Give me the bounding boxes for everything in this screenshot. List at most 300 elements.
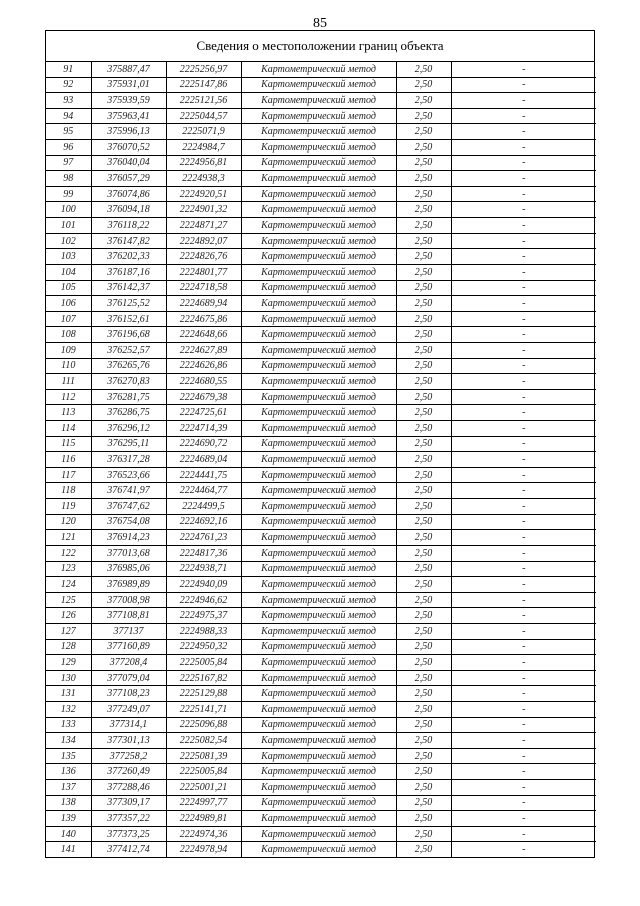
description-cell: - bbox=[451, 499, 596, 515]
y-coordinate-cell: 2224648,66 bbox=[166, 327, 241, 343]
y-coordinate-cell: 2224920,51 bbox=[166, 186, 241, 202]
table-row bbox=[46, 77, 596, 93]
point-number-cell: 126 bbox=[46, 608, 91, 624]
y-coordinate-cell: 2224901,32 bbox=[166, 202, 241, 218]
x-coordinate-cell: 375939,59 bbox=[91, 93, 166, 109]
description-cell: - bbox=[451, 452, 596, 468]
method-cell: Картометрический метод bbox=[241, 842, 396, 857]
table-row bbox=[46, 811, 596, 827]
page-number: 85 bbox=[313, 16, 327, 31]
method-cell: Картометрический метод bbox=[241, 748, 396, 764]
method-cell: Картометрический метод bbox=[241, 795, 396, 811]
accuracy-cell: 2,50 bbox=[396, 561, 451, 577]
point-number-cell: 133 bbox=[46, 717, 91, 733]
table-row bbox=[46, 374, 596, 390]
table-row bbox=[46, 577, 596, 593]
description-cell: - bbox=[451, 514, 596, 530]
accuracy-cell: 2,50 bbox=[396, 514, 451, 530]
accuracy-cell: 2,50 bbox=[396, 62, 451, 77]
y-coordinate-cell: 2224950,32 bbox=[166, 639, 241, 655]
x-coordinate-cell: 376094,18 bbox=[91, 202, 166, 218]
method-cell: Картометрический метод bbox=[241, 436, 396, 452]
accuracy-cell: 2,50 bbox=[396, 264, 451, 280]
table-row bbox=[46, 499, 596, 515]
x-coordinate-cell: 377013,68 bbox=[91, 545, 166, 561]
description-cell: - bbox=[451, 171, 596, 187]
method-cell: Картометрический метод bbox=[241, 93, 396, 109]
x-coordinate-cell: 376142,37 bbox=[91, 280, 166, 296]
method-cell: Картометрический метод bbox=[241, 421, 396, 437]
description-cell: - bbox=[451, 780, 596, 796]
description-cell: - bbox=[451, 623, 596, 639]
y-coordinate-cell: 2224997,77 bbox=[166, 795, 241, 811]
method-cell: Картометрический метод bbox=[241, 701, 396, 717]
point-number-cell: 113 bbox=[46, 405, 91, 421]
y-coordinate-cell: 2225071,9 bbox=[166, 124, 241, 140]
description-cell: - bbox=[451, 717, 596, 733]
boundary-coordinates-table bbox=[46, 62, 596, 857]
table-row bbox=[46, 93, 596, 109]
y-coordinate-cell: 2224801,77 bbox=[166, 264, 241, 280]
x-coordinate-cell: 376741,97 bbox=[91, 483, 166, 499]
table-row bbox=[46, 342, 596, 358]
x-coordinate-cell: 376295,11 bbox=[91, 436, 166, 452]
method-cell: Картометрический метод bbox=[241, 467, 396, 483]
description-cell: - bbox=[451, 670, 596, 686]
point-number-cell: 125 bbox=[46, 592, 91, 608]
table-row bbox=[46, 623, 596, 639]
x-coordinate-cell: 377208,4 bbox=[91, 655, 166, 671]
method-cell: Картометрический метод bbox=[241, 608, 396, 624]
x-coordinate-cell: 377079,04 bbox=[91, 670, 166, 686]
description-cell: - bbox=[451, 826, 596, 842]
point-number-cell: 129 bbox=[46, 655, 91, 671]
y-coordinate-cell: 2224679,38 bbox=[166, 389, 241, 405]
accuracy-cell: 2,50 bbox=[396, 764, 451, 780]
point-number-cell: 93 bbox=[46, 93, 91, 109]
description-cell: - bbox=[451, 795, 596, 811]
y-coordinate-cell: 2224626,86 bbox=[166, 358, 241, 374]
point-number-cell: 128 bbox=[46, 639, 91, 655]
method-cell: Картометрический метод bbox=[241, 623, 396, 639]
point-number-cell: 106 bbox=[46, 296, 91, 312]
y-coordinate-cell: 2225167,82 bbox=[166, 670, 241, 686]
description-cell: - bbox=[451, 748, 596, 764]
method-cell: Картометрический метод bbox=[241, 171, 396, 187]
accuracy-cell: 2,50 bbox=[396, 467, 451, 483]
x-coordinate-cell: 376286,75 bbox=[91, 405, 166, 421]
y-coordinate-cell: 2224761,23 bbox=[166, 530, 241, 546]
method-cell: Картометрический метод bbox=[241, 514, 396, 530]
description-cell: - bbox=[451, 561, 596, 577]
point-number-cell: 121 bbox=[46, 530, 91, 546]
method-cell: Картометрический метод bbox=[241, 780, 396, 796]
accuracy-cell: 2,50 bbox=[396, 280, 451, 296]
method-cell: Картометрический метод bbox=[241, 280, 396, 296]
accuracy-cell: 2,50 bbox=[396, 592, 451, 608]
x-coordinate-cell: 376040,04 bbox=[91, 155, 166, 171]
accuracy-cell: 2,50 bbox=[396, 717, 451, 733]
accuracy-cell: 2,50 bbox=[396, 436, 451, 452]
table-row bbox=[46, 155, 596, 171]
table-row bbox=[46, 358, 596, 374]
point-number-cell: 118 bbox=[46, 483, 91, 499]
description-cell: - bbox=[451, 467, 596, 483]
table-body bbox=[46, 62, 596, 857]
y-coordinate-cell: 2224871,27 bbox=[166, 218, 241, 234]
point-number-cell: 114 bbox=[46, 421, 91, 437]
accuracy-cell: 2,50 bbox=[396, 483, 451, 499]
accuracy-cell: 2,50 bbox=[396, 233, 451, 249]
method-cell: Картометрический метод bbox=[241, 639, 396, 655]
x-coordinate-cell: 376074,86 bbox=[91, 186, 166, 202]
point-number-cell: 94 bbox=[46, 108, 91, 124]
x-coordinate-cell: 376296,12 bbox=[91, 421, 166, 437]
point-number-cell: 98 bbox=[46, 171, 91, 187]
accuracy-cell: 2,50 bbox=[396, 405, 451, 421]
point-number-cell: 120 bbox=[46, 514, 91, 530]
point-number-cell: 141 bbox=[46, 842, 91, 857]
x-coordinate-cell: 376152,61 bbox=[91, 311, 166, 327]
point-number-cell: 101 bbox=[46, 218, 91, 234]
x-coordinate-cell: 377108,81 bbox=[91, 608, 166, 624]
table-row bbox=[46, 514, 596, 530]
method-cell: Картометрический метод bbox=[241, 530, 396, 546]
table-row bbox=[46, 717, 596, 733]
method-cell: Картометрический метод bbox=[241, 389, 396, 405]
table-row bbox=[46, 561, 596, 577]
x-coordinate-cell: 376252,57 bbox=[91, 342, 166, 358]
x-coordinate-cell: 376281,75 bbox=[91, 389, 166, 405]
point-number-cell: 130 bbox=[46, 670, 91, 686]
table-row bbox=[46, 795, 596, 811]
x-coordinate-cell: 377357,22 bbox=[91, 811, 166, 827]
method-cell: Картометрический метод bbox=[241, 452, 396, 468]
accuracy-cell: 2,50 bbox=[396, 77, 451, 93]
table-title: Сведения о местоположении границ объекта bbox=[46, 31, 594, 62]
x-coordinate-cell: 376317,28 bbox=[91, 452, 166, 468]
table-row bbox=[46, 171, 596, 187]
table-row bbox=[46, 639, 596, 655]
description-cell: - bbox=[451, 202, 596, 218]
x-coordinate-cell: 376125,52 bbox=[91, 296, 166, 312]
accuracy-cell: 2,50 bbox=[396, 311, 451, 327]
description-cell: - bbox=[451, 62, 596, 77]
table-row bbox=[46, 249, 596, 265]
method-cell: Картометрический метод bbox=[241, 62, 396, 77]
point-number-cell: 112 bbox=[46, 389, 91, 405]
x-coordinate-cell: 375931,01 bbox=[91, 77, 166, 93]
point-number-cell: 137 bbox=[46, 780, 91, 796]
method-cell: Картометрический метод bbox=[241, 155, 396, 171]
x-coordinate-cell: 375887,47 bbox=[91, 62, 166, 77]
accuracy-cell: 2,50 bbox=[396, 421, 451, 437]
x-coordinate-cell: 376070,52 bbox=[91, 140, 166, 156]
table-row bbox=[46, 436, 596, 452]
accuracy-cell: 2,50 bbox=[396, 124, 451, 140]
method-cell: Картометрический метод bbox=[241, 218, 396, 234]
point-number-cell: 139 bbox=[46, 811, 91, 827]
point-number-cell: 131 bbox=[46, 686, 91, 702]
accuracy-cell: 2,50 bbox=[396, 155, 451, 171]
description-cell: - bbox=[451, 764, 596, 780]
accuracy-cell: 2,50 bbox=[396, 748, 451, 764]
y-coordinate-cell: 2225256,97 bbox=[166, 62, 241, 77]
table-row bbox=[46, 186, 596, 202]
accuracy-cell: 2,50 bbox=[396, 202, 451, 218]
accuracy-cell: 2,50 bbox=[396, 108, 451, 124]
table-row bbox=[46, 108, 596, 124]
x-coordinate-cell: 376914,23 bbox=[91, 530, 166, 546]
method-cell: Картометрический метод bbox=[241, 483, 396, 499]
x-coordinate-cell: 377137 bbox=[91, 623, 166, 639]
x-coordinate-cell: 377260,49 bbox=[91, 764, 166, 780]
description-cell: - bbox=[451, 311, 596, 327]
point-number-cell: 109 bbox=[46, 342, 91, 358]
point-number-cell: 117 bbox=[46, 467, 91, 483]
accuracy-cell: 2,50 bbox=[396, 499, 451, 515]
description-cell: - bbox=[451, 280, 596, 296]
table-row bbox=[46, 280, 596, 296]
accuracy-cell: 2,50 bbox=[396, 342, 451, 358]
method-cell: Картометрический метод bbox=[241, 140, 396, 156]
y-coordinate-cell: 2225121,56 bbox=[166, 93, 241, 109]
table-row bbox=[46, 327, 596, 343]
accuracy-cell: 2,50 bbox=[396, 686, 451, 702]
description-cell: - bbox=[451, 592, 596, 608]
table-row bbox=[46, 608, 596, 624]
accuracy-cell: 2,50 bbox=[396, 842, 451, 857]
x-coordinate-cell: 377008,98 bbox=[91, 592, 166, 608]
table-row bbox=[46, 124, 596, 140]
y-coordinate-cell: 2225082,54 bbox=[166, 733, 241, 749]
y-coordinate-cell: 2224989,81 bbox=[166, 811, 241, 827]
method-cell: Картометрический метод bbox=[241, 296, 396, 312]
accuracy-cell: 2,50 bbox=[396, 795, 451, 811]
table-row bbox=[46, 530, 596, 546]
accuracy-cell: 2,50 bbox=[396, 186, 451, 202]
point-number-cell: 124 bbox=[46, 577, 91, 593]
table-row bbox=[46, 467, 596, 483]
x-coordinate-cell: 376985,06 bbox=[91, 561, 166, 577]
point-number-cell: 116 bbox=[46, 452, 91, 468]
description-cell: - bbox=[451, 701, 596, 717]
table-row bbox=[46, 452, 596, 468]
y-coordinate-cell: 2225147,86 bbox=[166, 77, 241, 93]
description-cell: - bbox=[451, 436, 596, 452]
x-coordinate-cell: 376270,83 bbox=[91, 374, 166, 390]
table-row bbox=[46, 545, 596, 561]
x-coordinate-cell: 376196,68 bbox=[91, 327, 166, 343]
accuracy-cell: 2,50 bbox=[396, 577, 451, 593]
y-coordinate-cell: 2224938,3 bbox=[166, 171, 241, 187]
accuracy-cell: 2,50 bbox=[396, 530, 451, 546]
table-row bbox=[46, 421, 596, 437]
table-row bbox=[46, 670, 596, 686]
table-row bbox=[46, 483, 596, 499]
table-row bbox=[46, 405, 596, 421]
method-cell: Картометрический метод bbox=[241, 764, 396, 780]
y-coordinate-cell: 2224689,04 bbox=[166, 452, 241, 468]
y-coordinate-cell: 2224988,33 bbox=[166, 623, 241, 639]
point-number-cell: 111 bbox=[46, 374, 91, 390]
point-number-cell: 95 bbox=[46, 124, 91, 140]
accuracy-cell: 2,50 bbox=[396, 218, 451, 234]
description-cell: - bbox=[451, 358, 596, 374]
point-number-cell: 132 bbox=[46, 701, 91, 717]
method-cell: Картометрический метод bbox=[241, 311, 396, 327]
y-coordinate-cell: 2224689,94 bbox=[166, 296, 241, 312]
point-number-cell: 115 bbox=[46, 436, 91, 452]
method-cell: Картометрический метод bbox=[241, 592, 396, 608]
y-coordinate-cell: 2224464,77 bbox=[166, 483, 241, 499]
accuracy-cell: 2,50 bbox=[396, 93, 451, 109]
description-cell: - bbox=[451, 608, 596, 624]
accuracy-cell: 2,50 bbox=[396, 296, 451, 312]
point-number-cell: 91 bbox=[46, 62, 91, 77]
method-cell: Картометрический метод bbox=[241, 77, 396, 93]
point-number-cell: 119 bbox=[46, 499, 91, 515]
method-cell: Картометрический метод bbox=[241, 233, 396, 249]
point-number-cell: 134 bbox=[46, 733, 91, 749]
x-coordinate-cell: 375963,41 bbox=[91, 108, 166, 124]
x-coordinate-cell: 377249,07 bbox=[91, 701, 166, 717]
point-number-cell: 99 bbox=[46, 186, 91, 202]
point-number-cell: 104 bbox=[46, 264, 91, 280]
description-cell: - bbox=[451, 545, 596, 561]
description-cell: - bbox=[451, 733, 596, 749]
description-cell: - bbox=[451, 483, 596, 499]
accuracy-cell: 2,50 bbox=[396, 171, 451, 187]
description-cell: - bbox=[451, 374, 596, 390]
y-coordinate-cell: 2224499,5 bbox=[166, 499, 241, 515]
description-cell: - bbox=[522, 844, 526, 856]
method-cell: Картометрический метод bbox=[241, 342, 396, 358]
y-coordinate-cell: 2224946,62 bbox=[166, 592, 241, 608]
y-coordinate-cell: 2224725,61 bbox=[166, 405, 241, 421]
point-number-cell: 107 bbox=[46, 311, 91, 327]
accuracy-cell: 2,50 bbox=[396, 826, 451, 842]
description-cell: - bbox=[451, 530, 596, 546]
y-coordinate-cell: 2225001,21 bbox=[166, 780, 241, 796]
y-coordinate-cell: 2224441,75 bbox=[166, 467, 241, 483]
x-coordinate-cell: 376187,16 bbox=[91, 264, 166, 280]
y-coordinate-cell: 2224718,58 bbox=[166, 280, 241, 296]
accuracy-cell: 2,50 bbox=[396, 608, 451, 624]
table-row bbox=[46, 218, 596, 234]
table-row bbox=[46, 311, 596, 327]
point-number-cell: 122 bbox=[46, 545, 91, 561]
description-cell: - bbox=[451, 186, 596, 202]
accuracy-cell: 2,50 bbox=[396, 655, 451, 671]
y-coordinate-cell: 2224974,36 bbox=[166, 826, 241, 842]
x-coordinate-cell: 377160,89 bbox=[91, 639, 166, 655]
point-number-cell: 102 bbox=[46, 233, 91, 249]
method-cell: Картометрический метод bbox=[241, 686, 396, 702]
x-coordinate-cell: 376057,29 bbox=[91, 171, 166, 187]
table-row bbox=[46, 826, 596, 842]
description-cell: - bbox=[451, 405, 596, 421]
y-coordinate-cell: 2224817,36 bbox=[166, 545, 241, 561]
accuracy-cell: 2,50 bbox=[396, 545, 451, 561]
y-coordinate-cell: 2224892,07 bbox=[166, 233, 241, 249]
method-cell: Картометрический метод bbox=[241, 826, 396, 842]
accuracy-cell: 2,50 bbox=[396, 811, 451, 827]
table-row bbox=[46, 296, 596, 312]
x-coordinate-cell: 377373,25 bbox=[91, 826, 166, 842]
y-coordinate-cell: 2224975,37 bbox=[166, 608, 241, 624]
point-number-cell: 110 bbox=[46, 358, 91, 374]
y-coordinate-cell: 2224714,39 bbox=[166, 421, 241, 437]
method-cell: Картометрический метод bbox=[241, 374, 396, 390]
description-cell: - bbox=[451, 233, 596, 249]
table-row bbox=[46, 686, 596, 702]
description-cell: - bbox=[451, 327, 596, 343]
table-row bbox=[46, 764, 596, 780]
description-cell: - bbox=[451, 218, 596, 234]
table-row bbox=[46, 592, 596, 608]
accuracy-cell: 2,50 bbox=[396, 701, 451, 717]
x-coordinate-cell: 377288,46 bbox=[91, 780, 166, 796]
accuracy-cell: 2,50 bbox=[396, 452, 451, 468]
y-coordinate-cell: 2224690,72 bbox=[166, 436, 241, 452]
point-number-cell: 136 bbox=[46, 764, 91, 780]
method-cell: Картометрический метод bbox=[241, 717, 396, 733]
description-cell: - bbox=[451, 93, 596, 109]
table-row bbox=[46, 233, 596, 249]
method-cell: Картометрический метод bbox=[241, 670, 396, 686]
table-row bbox=[46, 655, 596, 671]
table-row bbox=[46, 701, 596, 717]
method-cell: Картометрический метод bbox=[241, 108, 396, 124]
description-cell: - bbox=[451, 639, 596, 655]
x-coordinate-cell: 376202,33 bbox=[91, 249, 166, 265]
boundary-table-container bbox=[45, 30, 595, 858]
description-cell: - bbox=[451, 77, 596, 93]
accuracy-cell: 2,50 bbox=[396, 327, 451, 343]
accuracy-cell: 2,50 bbox=[396, 670, 451, 686]
x-coordinate-cell: 376118,22 bbox=[91, 218, 166, 234]
method-cell: Картометрический метод bbox=[241, 327, 396, 343]
accuracy-cell: 2,50 bbox=[396, 780, 451, 796]
y-coordinate-cell: 2225129,88 bbox=[166, 686, 241, 702]
x-coordinate-cell: 376523,66 bbox=[91, 467, 166, 483]
point-number-cell: 108 bbox=[46, 327, 91, 343]
method-cell: Картометрический метод bbox=[241, 358, 396, 374]
y-coordinate-cell: 2224826,76 bbox=[166, 249, 241, 265]
y-coordinate-cell: 2224940,09 bbox=[166, 577, 241, 593]
accuracy-cell: 2,50 bbox=[396, 374, 451, 390]
point-number-cell: 138 bbox=[46, 795, 91, 811]
x-coordinate-cell: 376265,76 bbox=[91, 358, 166, 374]
method-cell: Картометрический метод bbox=[241, 186, 396, 202]
x-coordinate-cell: 375996,13 bbox=[91, 124, 166, 140]
table-row bbox=[46, 780, 596, 796]
method-cell: Картометрический метод bbox=[241, 561, 396, 577]
table-row bbox=[46, 202, 596, 218]
y-coordinate-cell: 2225081,39 bbox=[166, 748, 241, 764]
method-cell: Картометрический метод bbox=[241, 405, 396, 421]
description-cell: - bbox=[451, 155, 596, 171]
point-number-cell: 100 bbox=[46, 202, 91, 218]
description-cell: - bbox=[451, 249, 596, 265]
x-coordinate-cell: 377309,17 bbox=[91, 795, 166, 811]
table-row bbox=[46, 748, 596, 764]
method-cell: Картометрический метод bbox=[241, 733, 396, 749]
description-cell: - bbox=[451, 296, 596, 312]
table-row bbox=[46, 140, 596, 156]
y-coordinate-cell: 2225096,88 bbox=[166, 717, 241, 733]
